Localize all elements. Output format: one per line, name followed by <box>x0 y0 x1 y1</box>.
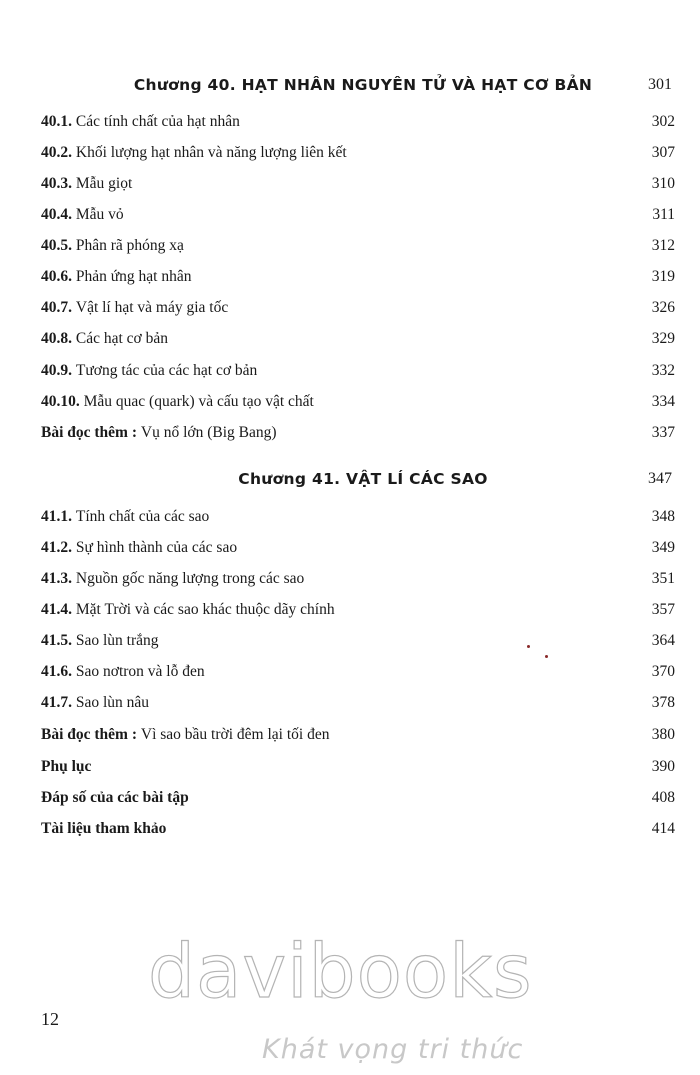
entry-title: Sao lùn nâu <box>75 694 150 711</box>
entry-number: 40.2. <box>41 144 76 161</box>
entry-title: Các hạt cơ bản <box>75 330 168 347</box>
entry-number: 40.3. <box>41 175 76 192</box>
entry-number: Bài đọc thêm : <box>41 726 141 743</box>
entry-title: Sao nơtron và lỗ đen <box>75 663 205 680</box>
toc-entry[interactable] <box>41 663 675 687</box>
entry-page: 334 <box>651 393 675 410</box>
toc-entry[interactable] <box>41 601 675 625</box>
toc-entry-reading[interactable] <box>41 726 675 750</box>
toc-entry[interactable] <box>41 144 675 168</box>
toc-entry-references[interactable] <box>41 820 675 844</box>
entry-number: 41.2. <box>41 539 76 556</box>
toc-entry[interactable] <box>41 330 675 354</box>
entry-title: Phụ lục <box>41 758 92 775</box>
entry-title: Phân rã phóng xạ <box>75 237 184 254</box>
entry-number: 40.4. <box>41 206 76 223</box>
entry-title: Nguồn gốc năng lượng trong các sao <box>75 570 305 587</box>
chapter-40-heading[interactable] <box>0 72 700 102</box>
chapter-title: Chương 40. HẠT NHÂN NGUYÊN TỬ VÀ HẠT CƠ BẢN <box>133 76 593 94</box>
toc-entry[interactable] <box>41 268 675 292</box>
toc-entry[interactable] <box>41 206 675 230</box>
entry-title: Vụ nổ lớn (Big Bang) <box>140 424 277 441</box>
entry-title: Khối lượng hạt nhân và năng lượng liên kết <box>75 144 347 161</box>
toc-entry[interactable] <box>41 362 675 386</box>
entry-title: Mẫu quac (quark) và cấu tạo vật chất <box>83 393 314 410</box>
toc-entry[interactable] <box>41 393 675 417</box>
entry-number: 41.3. <box>41 570 76 587</box>
toc-entry[interactable] <box>41 508 675 532</box>
entry-page: 364 <box>651 632 675 649</box>
entry-page: 351 <box>651 570 675 587</box>
entry-title: Sao lùn trắng <box>75 632 159 649</box>
entry-page: 380 <box>651 726 675 743</box>
entry-page: 390 <box>651 758 675 775</box>
print-speck <box>545 655 548 658</box>
entry-title: Mẫu vỏ <box>75 206 124 223</box>
watermark-brand: davibooks <box>148 929 533 1015</box>
page-number: 12 <box>41 1009 59 1029</box>
toc-entry-answers[interactable] <box>41 789 675 813</box>
entry-number: 41.4. <box>41 601 76 618</box>
entry-page: 312 <box>651 237 675 254</box>
print-speck <box>527 645 530 648</box>
entry-number: 40.5. <box>41 237 76 254</box>
chapter-page: 301 <box>648 76 672 93</box>
entry-title: Tài liệu tham khảo <box>41 820 167 837</box>
toc-entry-reading[interactable] <box>41 424 675 448</box>
entry-number: 40.10. <box>41 393 84 410</box>
entry-title: Vật lí hạt và máy gia tốc <box>75 299 229 316</box>
toc-entry[interactable] <box>41 237 675 261</box>
entry-page: 311 <box>652 206 675 223</box>
entry-title: Tương tác của các hạt cơ bản <box>75 362 258 379</box>
entry-page: 326 <box>651 299 675 316</box>
entry-title: Tính chất của các sao <box>75 508 210 525</box>
entry-page: 378 <box>651 694 675 711</box>
entry-page: 307 <box>651 144 675 161</box>
entry-title: Mẫu giọt <box>75 175 133 192</box>
entry-page: 329 <box>651 330 675 347</box>
entry-number: 41.5. <box>41 632 76 649</box>
toc-entry[interactable] <box>41 694 675 718</box>
entry-page: 348 <box>651 508 675 525</box>
entry-page: 414 <box>651 820 675 837</box>
entry-title: Mặt Trời và các sao khác thuộc dãy chính <box>75 601 335 618</box>
entry-number: 40.7. <box>41 299 76 316</box>
entry-number: 41.1. <box>41 508 76 525</box>
entry-title: Sự hình thành của các sao <box>75 539 238 556</box>
entry-number: 40.8. <box>41 330 76 347</box>
toc-entry[interactable] <box>41 632 675 656</box>
entry-number: 41.6. <box>41 663 76 680</box>
chapter-41-heading[interactable] <box>0 466 700 496</box>
entry-number: 40.6. <box>41 268 76 285</box>
entry-number: 40.9. <box>41 362 76 379</box>
toc-entry[interactable] <box>41 570 675 594</box>
entry-number: 40.1. <box>41 113 76 130</box>
toc-entry[interactable] <box>41 175 675 199</box>
toc-entry[interactable] <box>41 539 675 563</box>
toc-entry[interactable] <box>41 299 675 323</box>
entry-page: 310 <box>651 175 675 192</box>
toc-entry[interactable] <box>41 113 675 137</box>
entry-title: Phản ứng hạt nhân <box>75 268 192 285</box>
entry-page: 332 <box>651 362 675 379</box>
entry-page: 302 <box>651 113 675 130</box>
entry-page: 370 <box>651 663 675 680</box>
toc-entry-appendix[interactable] <box>41 758 675 782</box>
entry-number: Bài đọc thêm : <box>41 424 141 441</box>
watermark-tagline: Khát vọng tri thức <box>262 1034 524 1065</box>
chapter-page: 347 <box>648 470 672 487</box>
entry-page: 337 <box>651 424 675 441</box>
entry-number: 41.7. <box>41 694 76 711</box>
entry-page: 319 <box>651 268 675 285</box>
entry-page: 349 <box>651 539 675 556</box>
chapter-title: Chương 41. VẬT LÍ CÁC SAO <box>238 470 488 488</box>
entry-page: 408 <box>651 789 675 806</box>
entry-title: Vì sao bầu trời đêm lại tối đen <box>140 726 330 743</box>
entry-title: Đáp số của các bài tập <box>41 789 189 806</box>
entry-page: 357 <box>651 601 675 618</box>
entry-title: Các tính chất của hạt nhân <box>75 113 240 130</box>
